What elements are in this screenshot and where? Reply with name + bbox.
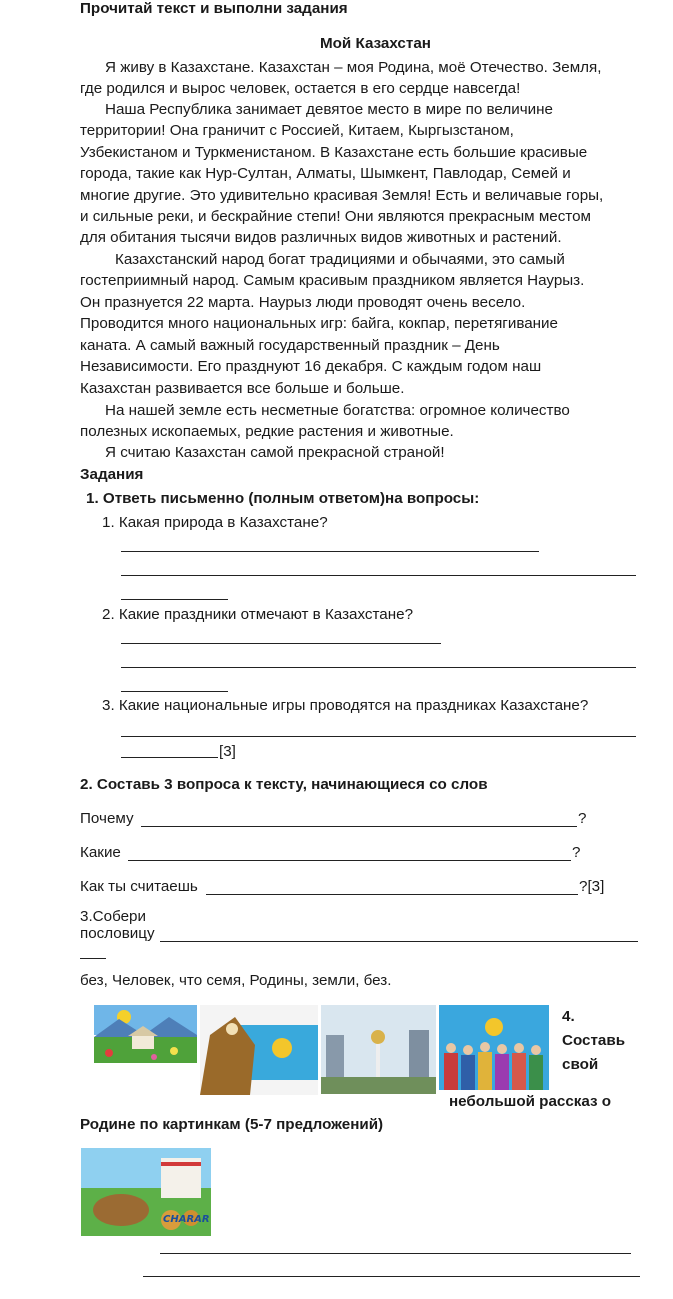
task1-question: 2. Какие праздники отмечают в Казахстане?: [102, 606, 414, 623]
answer-line[interactable]: [121, 757, 218, 758]
task1-question: 3. Какие национальные игры проводятся на праздниках Казахстане?: [102, 697, 589, 714]
question-mark: ?: [572, 844, 581, 861]
story-line: Я живу в Казахстане. Казахстан – моя Родина, моё Отечество. Земля,: [105, 59, 602, 76]
answer-line[interactable]: [143, 1276, 640, 1277]
task4-text: Родине по картинкам (5-7 предложений): [80, 1116, 384, 1133]
answer-line[interactable]: [121, 575, 636, 576]
yurt-food-picture: [81, 1148, 211, 1236]
question-mark: ?: [578, 810, 587, 827]
score-mark: ?[3]: [579, 878, 605, 895]
task4-text: небольшой рассказ о: [449, 1093, 612, 1110]
task3-title: пословицу: [80, 925, 155, 942]
question-start-word: Какие: [80, 844, 121, 861]
answer-line[interactable]: [121, 691, 228, 692]
answer-line[interactable]: [128, 860, 571, 861]
story-line: Казахстан развивается все больше и больше.: [80, 380, 405, 397]
question-start-word: Почему: [80, 810, 134, 827]
yurt-food-picture-logo: CHARAR: [163, 1214, 210, 1225]
answer-line[interactable]: [160, 941, 638, 942]
story-line: для обитания тысячи видов различных видов животных и растений.: [80, 229, 562, 246]
answer-line[interactable]: [121, 599, 228, 600]
eagle-flag-picture: [200, 1005, 318, 1095]
task4-number: 4.: [562, 1008, 575, 1025]
story-line: гостеприимный народ. Самым красивым праздником является Наурыз.: [80, 272, 585, 289]
answer-line[interactable]: [141, 826, 577, 827]
score-mark: [3]: [219, 743, 236, 760]
story-line: На нашей земле есть несметные богатства: огромное количество: [105, 402, 570, 419]
story-line: Независимости. Его празднуют 16 декабря. С каждым годом наш: [80, 358, 542, 375]
story-line: Я считаю Казахстан самой прекрасной страной!: [105, 444, 445, 461]
instruction-heading: Прочитай текст и выполни задания: [80, 0, 348, 17]
people-flag-picture: [439, 1005, 549, 1090]
story-line: полезных ископаемых, редкие растения и животные.: [80, 423, 454, 440]
question-start-word: Как ты считаешь: [80, 878, 198, 895]
story-line: каната. А самый важный государственный праздник – День: [80, 337, 500, 354]
yurt-landscape-picture: [94, 1005, 197, 1063]
story-line: Он празнуется 22 марта. Наурыз люди проводят очень весело.: [80, 294, 526, 311]
story-line: территории! Она граничит с Россией, Китаем, Кыргызстаном,: [80, 122, 514, 139]
story-line: Наша Республика занимает девятое место в мире по величине: [105, 101, 553, 118]
task1-title: 1. Ответь письменно (полным ответом)на вопросы:: [86, 490, 480, 507]
answer-line[interactable]: [80, 958, 106, 959]
answer-line[interactable]: [121, 643, 441, 644]
task3-title: 3.Собери: [80, 908, 146, 925]
answer-line[interactable]: [160, 1253, 631, 1254]
task1-question: 1. Какая природа в Казахстане?: [102, 514, 328, 531]
proverb-words: без, Человек, что семя, Родины, земли, без.: [80, 972, 392, 989]
task4-word: Составь: [562, 1032, 626, 1049]
answer-line[interactable]: [121, 551, 539, 552]
baiterek-city-picture: [321, 1005, 436, 1094]
story-line: города, такие как Нур-Султан, Алматы, Шымкент, Павлодар, Семей и: [80, 165, 571, 182]
tasks-heading: Задания: [80, 466, 144, 483]
story-line: Проводится много национальных игр: байга, кокпар, перетягивание: [80, 315, 558, 332]
story-line: Казахстанский народ богат традициями и обычаями, это самый: [115, 251, 565, 268]
story-line: где родился и вырос человек, остается в его сердце навсегда!: [80, 80, 521, 97]
story-line: многие другие. Это удивительно красивая Земля! Есть и величавые горы,: [80, 187, 604, 204]
story-line: и сильные реки, и бескрайние степи! Они являются прекрасным местом: [80, 208, 591, 225]
story-title: Мой Казахстан: [320, 35, 431, 52]
task2-title: 2. Составь 3 вопроса к тексту, начинающиеся со слов: [80, 776, 488, 793]
answer-line[interactable]: [121, 736, 636, 737]
answer-line[interactable]: [121, 667, 636, 668]
story-line: Узбекистаном и Туркменистаном. В Казахстане есть большие красивые: [80, 144, 588, 161]
answer-line[interactable]: [206, 894, 578, 895]
task4-word: свой: [562, 1056, 599, 1073]
